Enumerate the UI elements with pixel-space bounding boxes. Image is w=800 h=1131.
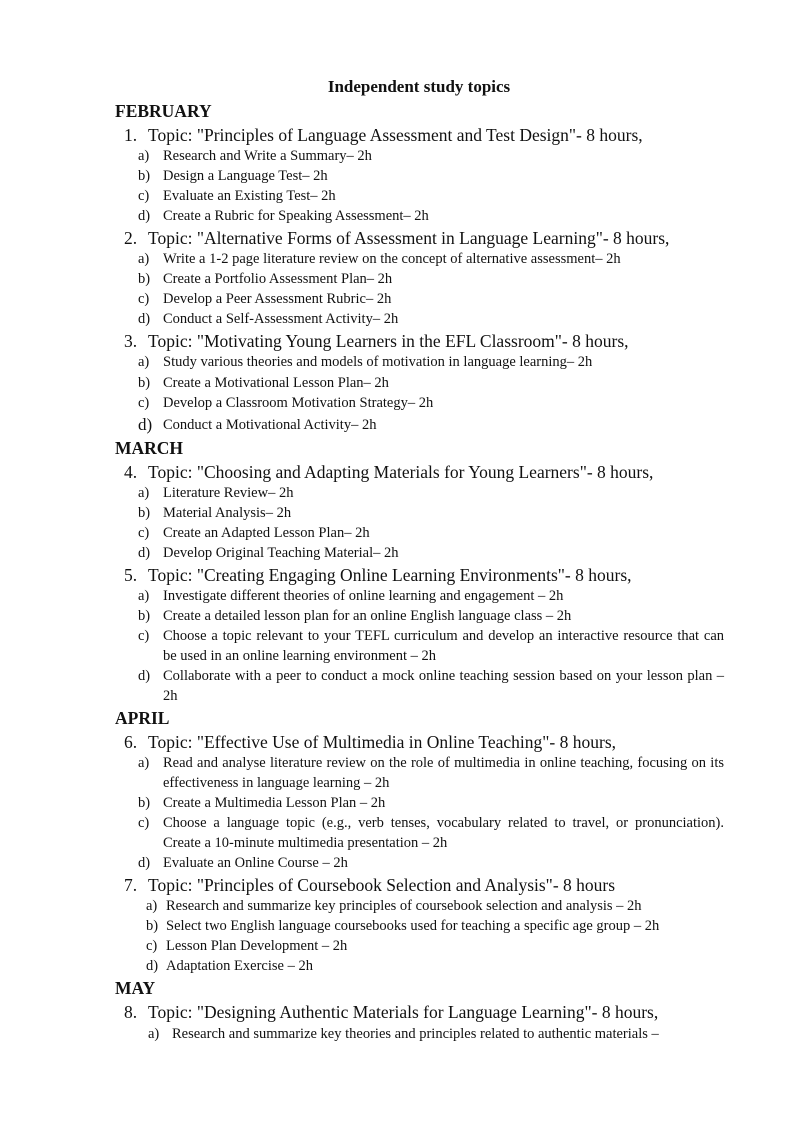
item-marker: d) [146, 958, 159, 974]
item-text: Lesson Plan Development – 2h [166, 938, 348, 954]
item-marker: b) [138, 271, 151, 287]
month-heading-march: MARCH [115, 438, 184, 458]
item-marker: d) [138, 855, 151, 871]
item-text: Select two English language coursebooks used for teaching a specific age group – 2h [166, 918, 660, 934]
topic-number: 4. [124, 462, 138, 482]
topic-title: Topic: "Principles of Language Assessment and Test Design"- 8 hours, [148, 125, 643, 145]
topic-title: Topic: "Choosing and Adapting Materials for Young Learners"- 8 hours, [148, 462, 654, 482]
topic-number: 1. [124, 125, 138, 145]
item-marker: c) [138, 395, 150, 411]
month-heading-may: MAY [115, 978, 156, 998]
topic-number: 5. [124, 565, 138, 585]
item-marker: b) [146, 918, 159, 934]
item-marker: c) [138, 628, 150, 644]
list-item [146, 916, 726, 936]
list-item [146, 936, 726, 956]
topic-number: 2. [124, 228, 138, 248]
list-item [138, 309, 724, 329]
document-title: Independent study topics [327, 77, 511, 96]
item-marker: a) [138, 251, 150, 267]
list-item [138, 373, 724, 393]
item-text: Research and Write a Summary– 2h [163, 148, 372, 164]
item-text: Study various theories and models of motivation in language learning– 2h [163, 354, 593, 370]
list-item [138, 606, 724, 626]
item-marker: b) [138, 375, 151, 391]
item-text: Evaluate an Online Course – 2h [163, 855, 348, 871]
item-text: Choose a topic relevant to your TEFL curriculum and develop an interactive resource that can be used in an online learning environment – 2h [163, 628, 724, 664]
item-text: Develop a Classroom Motivation Strategy– 2h [163, 395, 434, 411]
topic-title: Topic: "Designing Authentic Materials for Language Learning"- 8 hours, [148, 1002, 659, 1022]
topic-2 [124, 227, 764, 249]
item-text: Material Analysis– 2h [163, 505, 292, 521]
item-text: Create an Adapted Lesson Plan– 2h [163, 525, 370, 541]
item-text: Evaluate an Existing Test– 2h [163, 188, 336, 204]
item-marker: a) [138, 588, 150, 604]
list-item [138, 249, 724, 269]
item-text: Investigate different theories of online learning and engagement – 2h [163, 588, 564, 604]
item-text: Create a detailed lesson plan for an online English language class – 2h [163, 608, 572, 624]
item-marker: d) [138, 208, 151, 224]
item-marker: d) [138, 545, 151, 561]
list-item [138, 166, 724, 186]
item-text: Develop Original Teaching Material– 2h [163, 545, 399, 561]
item-marker: c) [146, 938, 158, 954]
item-text: Create a Rubric for Speaking Assessment– 2h [163, 208, 429, 224]
item-text: Adaptation Exercise – 2h [166, 958, 313, 974]
month-heading-february: FEBRUARY [115, 101, 212, 121]
topic-7 [124, 874, 764, 896]
item-marker: b) [138, 608, 151, 624]
list-item [138, 666, 724, 706]
item-text: Choose a language topic (e.g., verb tenses, vocabulary related to travel, or pronunciation). Create a 10-minute multimedia presentation – 2h [163, 815, 724, 851]
item-text: Read and analyse literature review on the role of multimedia in online teaching, focusing on its effectiveness in language learning – 2h [163, 755, 724, 791]
item-marker: d) [138, 415, 153, 434]
item-marker: a) [138, 485, 150, 501]
item-text: Create a Motivational Lesson Plan– 2h [163, 375, 389, 391]
item-text: Create a Multimedia Lesson Plan – 2h [163, 795, 386, 811]
topic-4 [124, 461, 764, 483]
item-marker: d) [138, 311, 151, 327]
item-marker: b) [138, 168, 151, 184]
list-item [138, 523, 724, 543]
list-item [138, 793, 724, 813]
item-text: Conduct a Motivational Activity– 2h [163, 417, 377, 433]
topic-8 [124, 1001, 764, 1023]
list-item [138, 289, 724, 309]
item-text: Literature Review– 2h [163, 485, 294, 501]
item-marker: a) [138, 148, 150, 164]
list-item [138, 626, 724, 666]
item-marker: c) [138, 291, 150, 307]
item-marker: a) [138, 354, 150, 370]
list-item [138, 483, 724, 503]
item-text: Collaborate with a peer to conduct a mock online teaching session based on your lesson plan – 2h [163, 668, 724, 704]
topic-number: 8. [124, 1002, 138, 1022]
item-marker: c) [138, 188, 150, 204]
list-item [138, 813, 724, 853]
list-item [138, 186, 724, 206]
list-item [138, 269, 724, 289]
item-text: Design a Language Test– 2h [163, 168, 328, 184]
topic-number: 6. [124, 732, 138, 752]
list-item [138, 206, 724, 226]
month-heading-april: APRIL [115, 708, 170, 728]
topic-title: Topic: "Principles of Coursebook Selection and Analysis"- 8 hours [148, 875, 616, 895]
list-item [138, 543, 724, 563]
item-marker: d) [138, 668, 151, 684]
list-item [138, 415, 724, 435]
item-marker: a) [146, 898, 158, 914]
list-item [138, 352, 724, 372]
item-text: Conduct a Self-Assessment Activity– 2h [163, 311, 399, 327]
item-marker: c) [138, 815, 150, 831]
list-item [138, 146, 724, 166]
topic-number: 7. [124, 875, 138, 895]
topic-number: 3. [124, 331, 138, 351]
list-item [138, 853, 724, 873]
topic-title: Topic: "Effective Use of Multimedia in Online Teaching"- 8 hours, [148, 732, 617, 752]
item-marker: c) [138, 525, 150, 541]
topic-1 [124, 124, 764, 146]
list-item [138, 393, 724, 413]
list-item [146, 896, 726, 916]
item-text: Research and summarize key theories and principles related to authentic materials – [172, 1026, 659, 1042]
list-item [138, 503, 724, 523]
item-text: Research and summarize key principles of coursebook selection and analysis – 2h [166, 898, 642, 914]
list-item [148, 1024, 728, 1044]
list-item [138, 586, 724, 606]
topic-3 [124, 330, 764, 352]
topic-title: Topic: "Motivating Young Learners in the EFL Classroom"- 8 hours, [148, 331, 629, 351]
item-marker: b) [138, 505, 151, 521]
list-item [146, 956, 726, 976]
item-marker: b) [138, 795, 151, 811]
item-text: Create a Portfolio Assessment Plan– 2h [163, 271, 393, 287]
topic-6 [124, 731, 764, 753]
item-marker: a) [148, 1026, 160, 1042]
topic-title: Topic: "Alternative Forms of Assessment in Language Learning"- 8 hours, [148, 228, 670, 248]
item-marker: a) [138, 755, 150, 771]
list-item [138, 753, 724, 793]
topic-5 [124, 564, 764, 586]
topic-title: Topic: "Creating Engaging Online Learning Environments"- 8 hours, [148, 565, 632, 585]
item-text: Write a 1-2 page literature review on the concept of alternative assessment– 2h [163, 251, 621, 267]
item-text: Develop a Peer Assessment Rubric– 2h [163, 291, 392, 307]
